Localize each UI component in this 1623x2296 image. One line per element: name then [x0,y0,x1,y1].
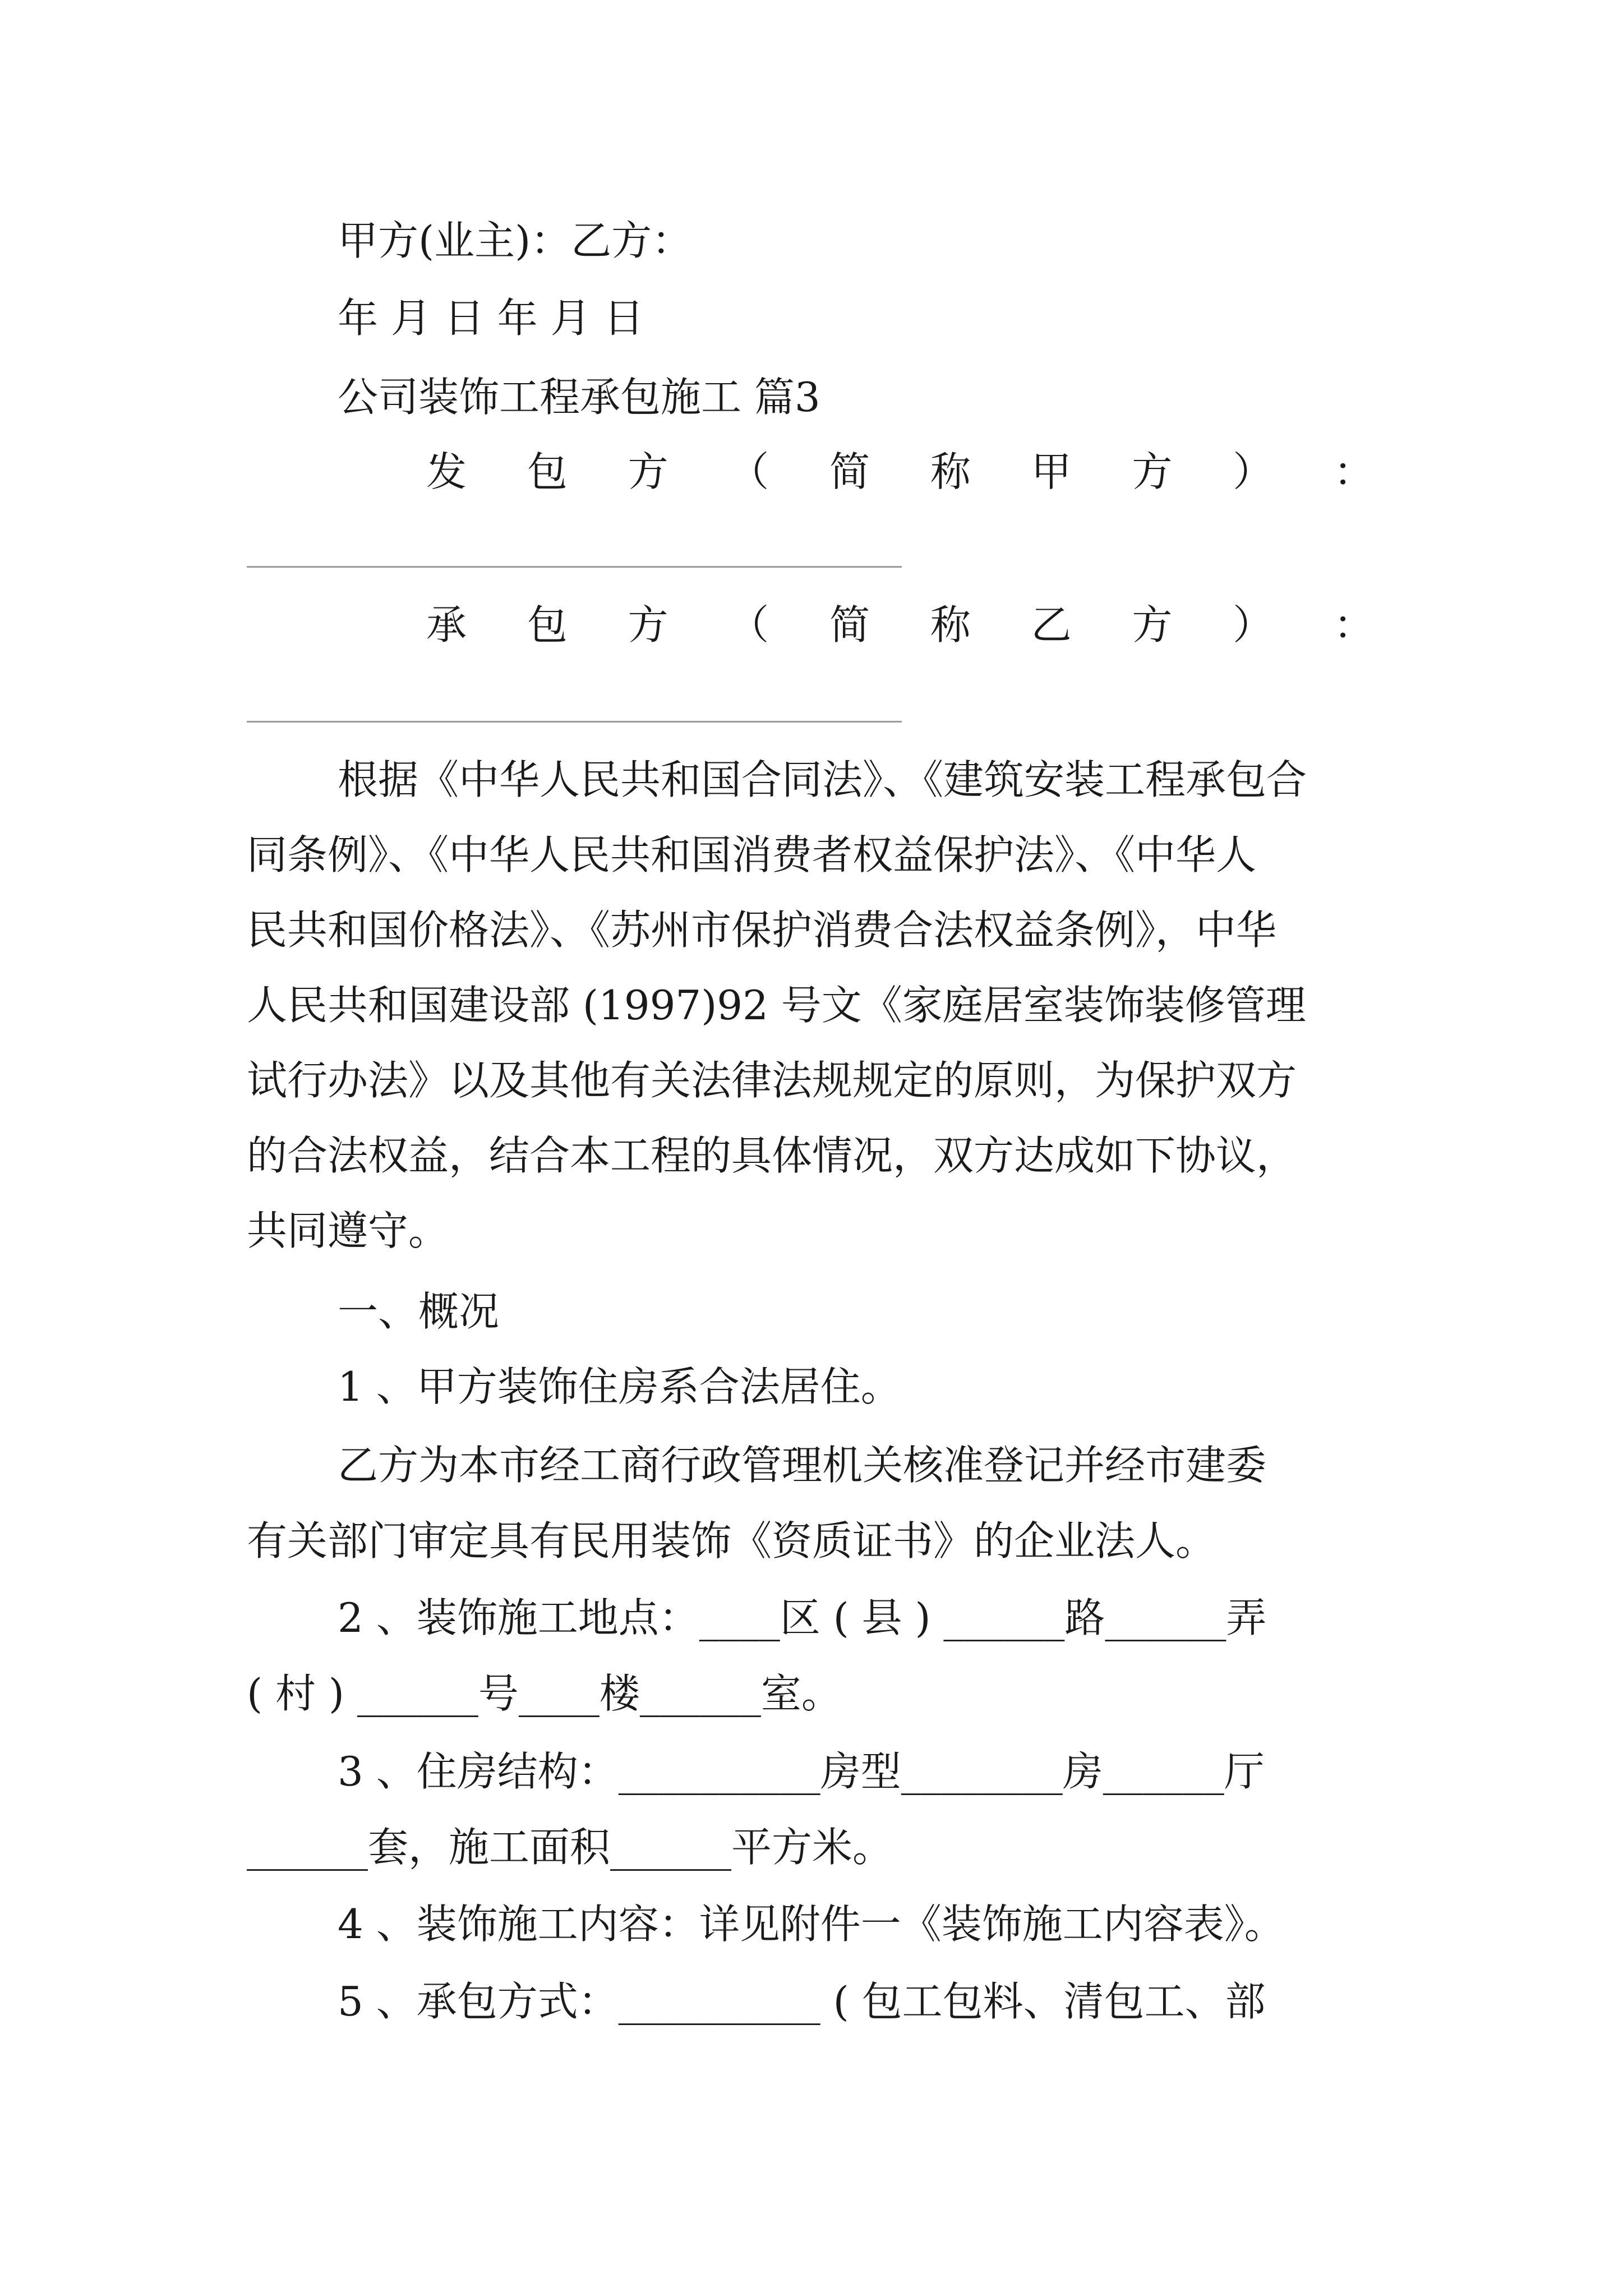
intro-row: 人民共和国建设部 (1997)92 号文《家庭居室装饰装修管理 [247,982,1306,1029]
heading-overview: 一、概况 [338,1288,500,1335]
intro-row: 试行办法》以及其他有关法律法规规定的原则，为保护双方 [247,1057,1297,1104]
clause-1-text: 乙方为本市经工商行政管理机关核准登记并经市建委 [338,1442,1267,1489]
fabao-char: 称 [930,448,971,495]
fabao-char: 甲 [1031,448,1072,495]
intro-row: 同条例》、《中华人民共和国消费者权益保护法》、《中华人 [247,831,1257,878]
fabao-char: 发 [426,448,467,495]
chengbao-char: 承 [426,601,467,648]
fabao-char: ： [1333,448,1374,495]
chengbao-char: ： [1333,601,1374,648]
clause-1-text: 有关部门审定具有民用装饰《资质证书》的企业法人。 [247,1517,1216,1565]
chengbao-line [426,598,1374,652]
fill-line [247,721,902,723]
fabao-char: 方 [628,448,668,495]
section-title: 公司装饰工程承包施工 篇3 [338,374,820,421]
chengbao-char: （ [728,601,769,648]
chengbao-char: 称 [930,601,971,648]
intro-row: 民共和国价格法》、《苏州市保护消费合法权益条例》，中华 [247,907,1277,954]
party-line: 甲方(业主)：乙方： [338,217,693,264]
intro-row: 共同遵守。 [247,1207,449,1254]
date-line: 年 月 日 年 月 日 [338,295,644,342]
chengbao-char: 方 [1132,601,1173,648]
intro-row: 根据《中华人民共和国合同法》、《建筑安装工程承包合 [338,756,1307,803]
clause-4: 4 、装饰施工内容：详见附件一《装饰施工内容表》。 [338,1901,1285,1948]
chengbao-char: 简 [829,601,870,648]
chengbao-char: 包 [527,601,568,648]
chengbao-char: ） [1233,601,1274,648]
fabao-line [426,445,1374,499]
fabao-char: ） [1233,448,1274,495]
clause-2: 2 、装饰施工地点：____区 ( 县 ) ______路______弄 [338,1594,1267,1641]
clause-1: 1 、甲方装饰住房系合法居住。 [338,1363,901,1410]
fabao-char: 包 [527,448,568,495]
clause-5: 5 、承包方式：__________ ( 包工包料、清包工、部 [338,1978,1266,2025]
clause-3: 3 、住房结构：__________房型________房______厅 [338,1748,1265,1795]
intro-row: 的合法权益，结合本工程的具体情况，双方达成如下协议， [247,1132,1297,1179]
fill-line [247,566,902,568]
fabao-char: （ [728,448,769,495]
chengbao-char: 方 [628,601,668,648]
fabao-char: 方 [1132,448,1173,495]
chengbao-char: 乙 [1031,601,1072,648]
clause-2-cont: ( 村 ) ______号____楼______室。 [247,1670,842,1717]
fabao-char: 简 [829,448,870,495]
clause-3-cont: ______套，施工面积______平方米。 [247,1824,893,1871]
